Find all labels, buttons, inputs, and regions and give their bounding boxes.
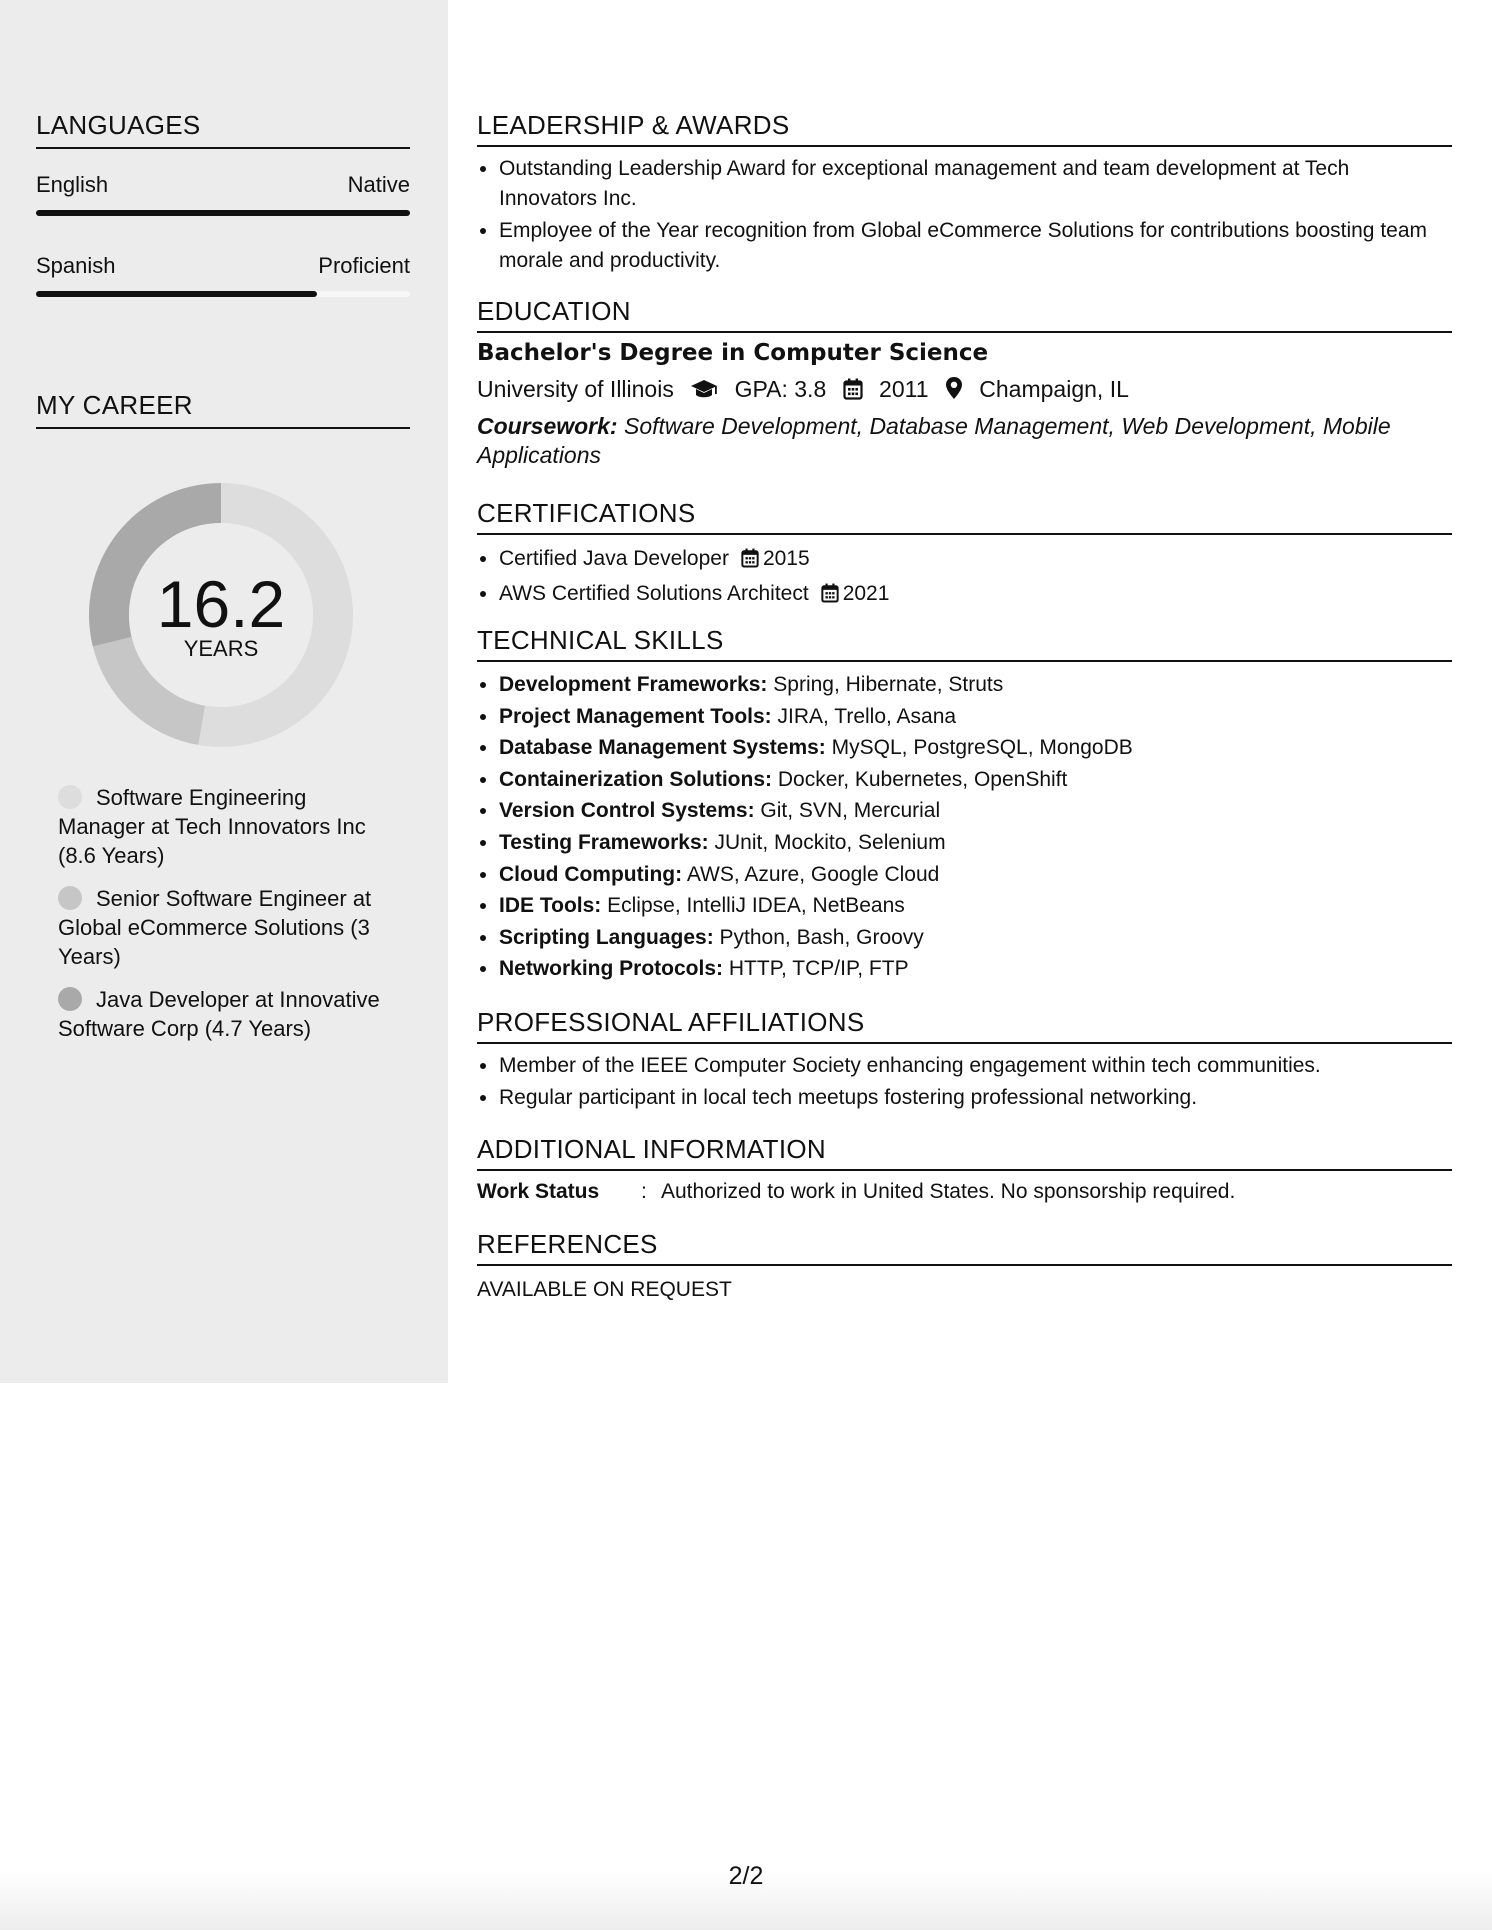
skill-label: IDE Tools: xyxy=(499,894,602,918)
graduation-year: 2011 xyxy=(879,376,929,402)
language-level: Proficient xyxy=(318,253,410,278)
legend-dot-icon xyxy=(58,987,82,1011)
references-heading: REFERENCES xyxy=(477,1229,1452,1266)
education-heading: EDUCATION xyxy=(477,296,1452,333)
work-status-row xyxy=(477,1180,1235,1204)
skill-label: Project Management Tools: xyxy=(499,704,772,728)
career-legend-item xyxy=(58,985,398,1043)
skill-label: Development Frameworks: xyxy=(499,673,768,696)
language-bar-spanish xyxy=(36,291,410,297)
sidebar xyxy=(0,0,448,1383)
career-donut-chart xyxy=(76,470,366,760)
language-bar-english xyxy=(36,210,410,216)
career-total-years: 16.2 xyxy=(156,567,286,641)
skill-value: MySQL, PostgreSQL, MongoDB xyxy=(831,736,1133,760)
list-item xyxy=(499,669,1452,701)
degree-title: Bachelor's Degree in Computer Science xyxy=(477,340,989,366)
career-legend-item xyxy=(58,783,398,870)
legend-dot-icon xyxy=(58,785,82,809)
list-item xyxy=(499,578,1452,613)
list-item xyxy=(499,953,1452,985)
list-item xyxy=(499,922,1452,954)
skill-label: Networking Protocols: xyxy=(499,957,724,981)
list-item xyxy=(499,890,1452,922)
certifications-list xyxy=(477,543,1452,613)
skill-value: JUnit, Mockito, Selenium xyxy=(714,830,946,854)
leadership-list xyxy=(477,154,1452,278)
legend-dot-icon xyxy=(58,886,82,910)
references-text: AVAILABLE ON REQUEST xyxy=(477,1278,732,1301)
career-legend-item xyxy=(58,884,398,971)
affiliations-heading: PROFESSIONAL AFFILIATIONS xyxy=(477,1007,1452,1044)
skill-label: Version Control Systems: xyxy=(499,799,755,823)
list-item xyxy=(499,795,1452,827)
certification-name: Certified Java Developer xyxy=(499,547,729,570)
affiliations-list xyxy=(477,1050,1452,1114)
skill-label: Containerization Solutions: xyxy=(499,767,772,791)
page-number: 2/2 xyxy=(728,1862,764,1890)
calendar-icon xyxy=(843,378,863,406)
skill-value: AWS, Azure, Google Cloud xyxy=(686,862,940,886)
languages-heading: LANGUAGES xyxy=(36,110,410,149)
additional-info-heading: ADDITIONAL INFORMATION xyxy=(477,1134,1452,1171)
language-bar-fill xyxy=(36,210,410,216)
career-legend-label: Senior Software Engineer at Global eCommerce Solutions (3 Years) xyxy=(58,886,372,969)
list-item: • Regular participant in local tech meetups fostering professional networking. xyxy=(499,1082,1452,1114)
leadership-heading: LEADERSHIP & AWARDS xyxy=(477,110,1452,147)
skills-heading: TECHNICAL SKILLS xyxy=(477,625,1452,662)
certification-year: 2015 xyxy=(762,547,810,570)
career-heading: MY CAREER xyxy=(36,390,410,429)
career-legend-label: Software Engineering Manager at Tech Innovators Inc (8.6 Years) xyxy=(58,785,366,868)
coursework xyxy=(477,412,1452,470)
school-location: Champaign, IL xyxy=(979,376,1129,402)
certifications-heading: CERTIFICATIONS xyxy=(477,498,1452,535)
skill-label: Testing Frameworks: xyxy=(499,830,709,854)
work-status-label: Work Status xyxy=(477,1180,600,1203)
calendar-icon xyxy=(741,546,759,578)
skill-value: Eclipse, IntelliJ IDEA, NetBeans xyxy=(607,894,905,918)
language-bar-fill xyxy=(36,291,317,297)
work-status-value: Authorized to work in United States. No sponsorship required. xyxy=(661,1180,1236,1203)
list-item xyxy=(499,732,1452,764)
certification-name: AWS Certified Solutions Architect xyxy=(499,582,809,605)
coursework-value: Software Development, Database Management, Web Development, Mobile Applications xyxy=(477,413,1391,468)
gpa-value: GPA: 3.8 xyxy=(734,376,827,402)
language-level: Native xyxy=(347,172,410,197)
skill-value: JIRA, Trello, Asana xyxy=(777,704,957,728)
skill-label: Cloud Computing: xyxy=(499,862,683,886)
list-item: • Outstanding Leadership Award for exceptional management and team development at Tech Innovators Inc. xyxy=(499,154,1452,214)
list-item xyxy=(499,543,1452,578)
list-item xyxy=(499,764,1452,796)
skills-list xyxy=(477,669,1452,985)
coursework-label: Coursework: xyxy=(477,413,618,439)
education-meta xyxy=(477,376,1129,406)
list-item xyxy=(499,827,1452,859)
career-legend-label: Java Developer at Innovative Software Corp (4.7 Years) xyxy=(58,987,380,1041)
map-pin-icon xyxy=(945,376,963,406)
skill-value: Python, Bash, Groovy xyxy=(719,925,924,949)
list-item: • Employee of the Year recognition from Global eCommerce Solutions for contributions boosting team morale and productivity. xyxy=(499,216,1452,276)
skill-value: Git, SVN, Mercurial xyxy=(760,799,941,823)
skill-value: Spring, Hibernate, Struts xyxy=(773,673,1004,696)
language-name: Spanish xyxy=(36,253,116,278)
skill-value: Docker, Kubernetes, OpenShift xyxy=(777,767,1068,791)
career-total-unit: YEARS xyxy=(183,636,259,661)
certification-year: 2021 xyxy=(842,582,890,605)
list-item: • Member of the IEEE Computer Society enhancing engagement within tech communities. xyxy=(499,1050,1452,1082)
skill-label: Scripting Languages: xyxy=(499,925,714,949)
skill-value: HTTP, TCP/IP, FTP xyxy=(728,957,909,981)
calendar-icon xyxy=(821,581,839,613)
work-status-separator: : xyxy=(641,1180,647,1203)
graduation-cap-icon xyxy=(690,378,718,406)
language-name: English xyxy=(36,172,109,197)
skill-label: Database Management Systems: xyxy=(499,736,826,760)
list-item xyxy=(499,701,1452,733)
school-name: University of Illinois xyxy=(477,376,674,402)
list-item xyxy=(499,859,1452,891)
